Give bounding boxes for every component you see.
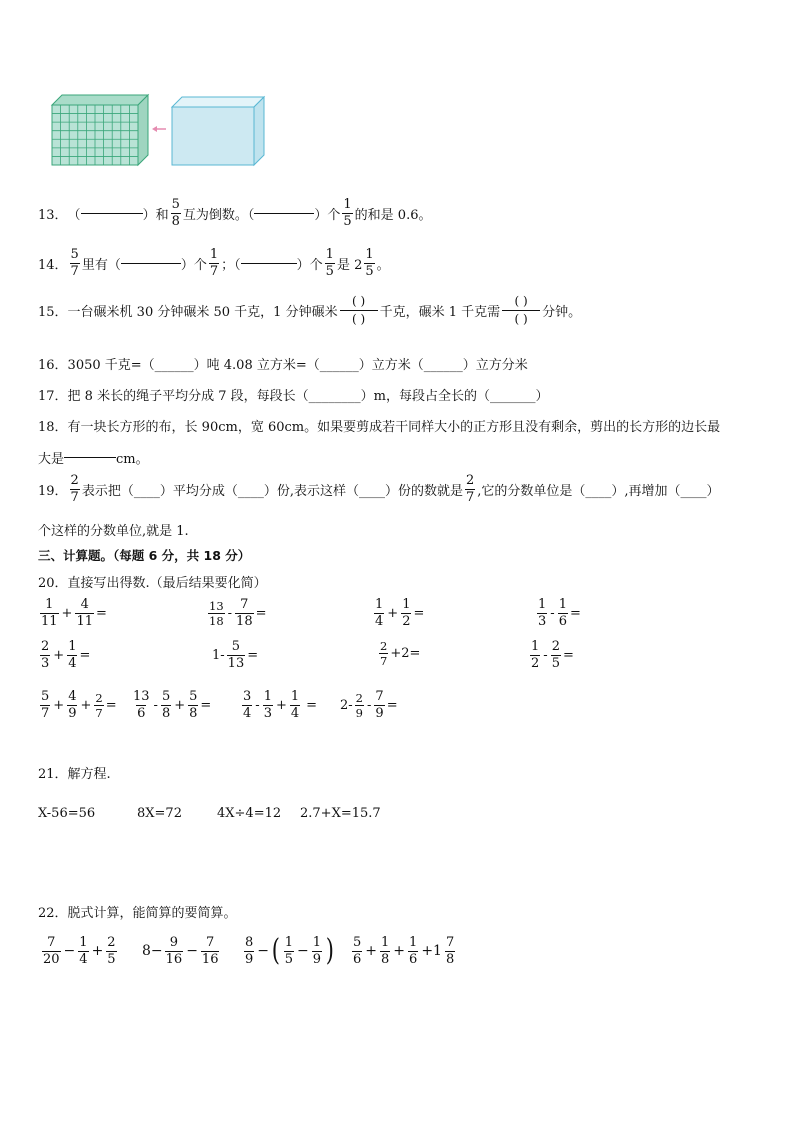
q20-item: $\frac{1}{11}$ + $\frac{4}{11}$ = bbox=[41, 597, 107, 629]
q20-item: $\frac{1}{2}$ - $\frac{2}{5}$ = bbox=[531, 639, 574, 671]
fraction: $\frac{1}{5}$ bbox=[325, 247, 334, 279]
answer-blank[interactable] bbox=[81, 213, 143, 214]
fraction: $\frac{1}{7}$ bbox=[209, 247, 219, 279]
cube-and-box-illustration bbox=[48, 92, 270, 170]
q20-item: $\frac{3}{4}$ - $\frac{1}{3}$ + $\frac{1}{4}$ = bbox=[243, 689, 318, 721]
q20-item: $\frac{13}{6}$ - $\frac{5}{8}$ + $\frac{5}{8}$ = bbox=[133, 689, 212, 721]
q20-item: 1- $\frac{5}{13}$ = bbox=[212, 639, 259, 671]
q20-item: $\frac{13}{18}$ - $\frac{7}{18}$ = bbox=[209, 597, 267, 629]
fraction-answer-box[interactable]: ( ) ( ) bbox=[340, 295, 378, 326]
grid-cube-figure bbox=[52, 95, 148, 165]
fraction: $\frac{1}{5}$ bbox=[365, 247, 374, 279]
question-21-title: 21．解方程. bbox=[38, 767, 111, 782]
open-box-figure bbox=[172, 97, 264, 165]
answer-blank[interactable] bbox=[254, 213, 314, 214]
q22-expression-2: 8− $\frac{9}{16}$ − $\frac{7}{16}$ bbox=[142, 935, 219, 967]
fraction: $\frac{5}{7}$ bbox=[70, 247, 79, 279]
q20-item: 2- $\frac{2}{9}$ - $\frac{7}{9}$ = bbox=[340, 689, 398, 721]
q22-expression-4: $\frac{5}{6}$ + $\frac{1}{8}$ + $\frac{1}{6}$ +1 $\frac{7}{8}$ bbox=[353, 935, 455, 967]
answer-blank[interactable] bbox=[64, 457, 116, 458]
q22-expression-1: $\frac{7}{20}$ − $\frac{1}{4}$ + $\frac{2}{5}$ bbox=[43, 935, 116, 967]
question-19-line2: 个这样的分数单位,就是 1. bbox=[38, 524, 189, 539]
question-15: 15． 一台碾米机 30 分钟碾米 50 千克，1 分钟碾米 ( ) ( ) 千克，碾米 1 千克需 ( ) ( ) 分钟。 bbox=[38, 294, 582, 327]
equation: 2.7+X=15.7 bbox=[300, 806, 381, 821]
question-20-title: 20．直接写出得数.（最后结果要化简） bbox=[38, 576, 267, 591]
question-13: 13． （ ）和 $\frac{5}{8}$ 互为倒数。（ ）个 $\frac{1}{5}$ 的和是 0.6。 bbox=[38, 197, 432, 229]
question-22-title: 22．脱式计算，能简算的要简算。 bbox=[38, 906, 237, 921]
q20-item: $\frac{2}{3}$ + $\frac{1}{4}$ = bbox=[41, 639, 91, 671]
equation: 4X÷4=12 bbox=[217, 806, 282, 821]
q22-expression-3: $\frac{8}{9}$ − ( $\frac{1}{5}$ − $\frac{1}{9}$ ) bbox=[245, 933, 334, 969]
question-19: 19． $\frac{2}{7}$ 表示把（____）平均分成（____）份,表示这样（____）份的数就是 $\frac{2}{7}$ ,它的分数单位是（____）,再增加（____） bbox=[38, 473, 720, 505]
question-18-line1: 18．有一块长方形的布，长 90cm，宽 60cm。如果要剪成若干同样大小的正方形且没有剩余，剪出的长方形的边长最 bbox=[38, 420, 721, 435]
answer-blank[interactable] bbox=[241, 263, 297, 264]
question-14: 14． $\frac{5}{7}$ 里有（ ）个 $\frac{1}{7}$ ；（ ）个 $\frac{1}{5}$ 是 2 $\frac{1}{5}$ 。 bbox=[38, 247, 390, 279]
fraction: $\frac{5}{8}$ bbox=[171, 197, 180, 229]
question-16: 16．3050 千克=（______）吨 4.08 立方米=（______）立方米（______）立方分米 bbox=[38, 358, 528, 373]
arrow-icon bbox=[152, 126, 166, 132]
section-title: 三、计算题。（每题 6 分，共 18 分） bbox=[38, 548, 251, 563]
fraction: $\frac{2}{7}$ bbox=[70, 473, 79, 505]
answer-blank[interactable] bbox=[121, 263, 181, 264]
fraction: $\frac{1}{5}$ bbox=[343, 197, 352, 229]
question-17: 17．把 8 米长的绳子平均分成 7 段，每段长（________）m，每段占全长的（_______） bbox=[38, 389, 549, 404]
question-18-line2: 大是 cm。 bbox=[38, 452, 149, 467]
fraction: $\frac{2}{7}$ bbox=[465, 473, 475, 505]
equation: 8X=72 bbox=[137, 806, 182, 821]
q20-item: $\frac{5}{7}$ + $\frac{4}{9}$ + $\frac{2}{7}$ = bbox=[41, 689, 117, 721]
equation: X-56=56 bbox=[38, 806, 96, 821]
q20-item: $\frac{2}{7}$ +2= bbox=[380, 639, 421, 669]
fraction-answer-box[interactable]: ( ) ( ) bbox=[502, 295, 540, 326]
q20-item: $\frac{1}{4}$ + $\frac{1}{2}$ = bbox=[375, 597, 425, 629]
q20-item: $\frac{1}{3}$ - $\frac{1}{6}$ = bbox=[538, 597, 581, 629]
